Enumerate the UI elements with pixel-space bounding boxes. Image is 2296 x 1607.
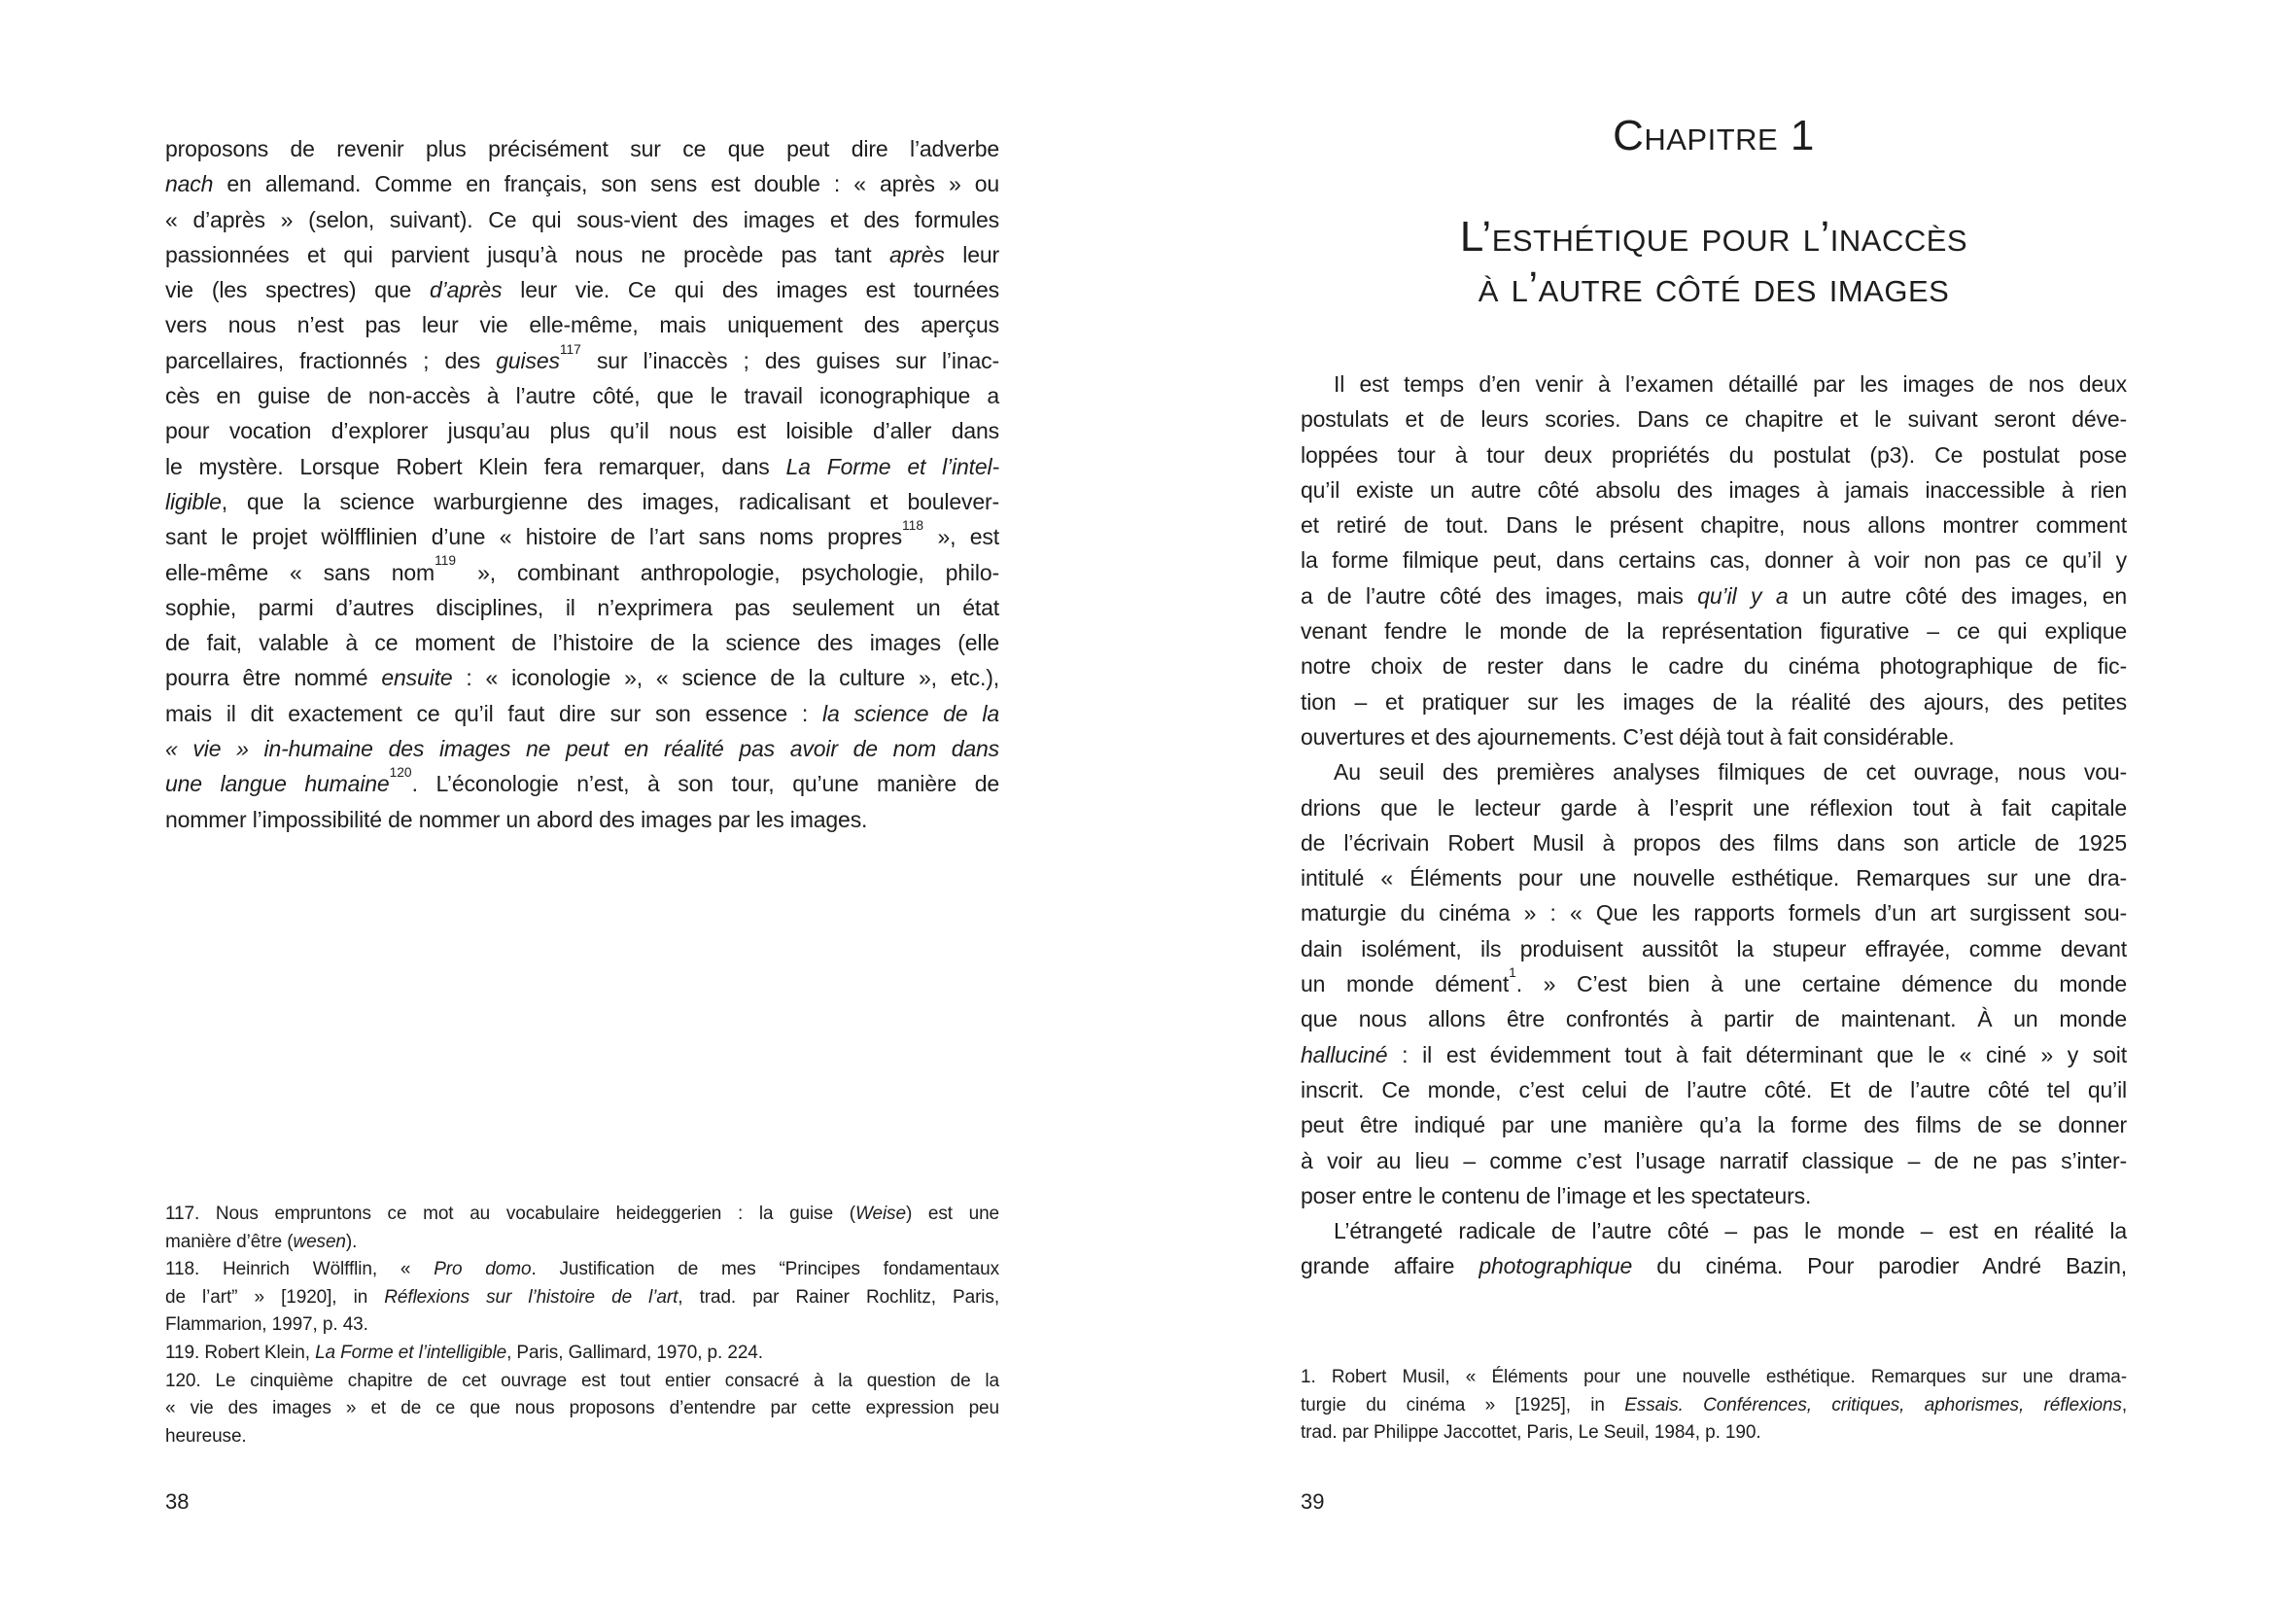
text-line: un monde dément$^1$. » C’est bien à une certaine démence du monde — [1301, 964, 2127, 997]
text-line: poser entre le contenu de l’image et les spectateurs. — [1301, 1182, 1812, 1208]
text-line: ouvertures et des ajournements. C’est déjà tout à fait considérable. — [1301, 723, 1955, 750]
text-line: mais il dit exactement ce qu’il faut dire sur son essence : la science de la — [165, 700, 999, 726]
text-line: Il est temps d’en venir à l’examen détaillé par les images de nos deux — [1334, 371, 2127, 397]
text-line: loppées tour à tour deux propriétés du postulat (p3). Ce postulat pose — [1301, 441, 2127, 468]
text-line: à voir au lieu – comme c’est l’usage narratif classique – de ne pas s’inter- — [1301, 1147, 2127, 1173]
text-line: trad. par Philippe Jaccottet, Paris, Le Seuil, 1984, p. 190. — [1301, 1422, 1761, 1444]
text-line: 120. Le cinquième chapitre de cet ouvrage est tout entier consacré à la question de la — [165, 1370, 999, 1391]
left-page-footnotes — [165, 1201, 999, 1450]
chapter-heading: Chapitre 1 — [1613, 112, 1815, 159]
chapter-title-line: à l’autre côté des images — [1478, 263, 1950, 311]
text-line: « d’après » (selon, suivant). Ce qui sous-vient des images et des formules — [165, 206, 999, 232]
text-line: pourra être nommé ensuite : « iconologie », « science de la culture », etc.), — [165, 665, 1000, 691]
text-line: 117. Nous empruntons ce mot au vocabulaire heideggerien : la guise (Weise) est une — [165, 1204, 1000, 1224]
text-line: cès en guise de non-accès à l’autre côté, que le travail iconographique a — [165, 383, 999, 409]
text-line: une langue humaine$^{120}$. L’éconologie n’est, à son tour, qu’une manière de — [165, 765, 999, 797]
text-line: venant fendre le monde de la représentation figurative – ce qui explique — [1301, 618, 2127, 645]
text-line: « vie des images » et de ce que nous proposons d’entendre par cette expression peu — [165, 1398, 999, 1419]
text-line: Flammarion, 1997, p. 43. — [165, 1314, 368, 1336]
text-line: passionnées et qui parvient jusqu’à nous ne procède pas tant après leur — [165, 241, 999, 267]
chapter-title-line: L’esthétique pour l’inaccès — [1459, 213, 1968, 261]
text-line: halluciné : il est évidemment tout à fait déterminant que le « ciné » y soit — [1301, 1041, 2127, 1067]
text-line: proposons de revenir plus précisément sur ce que peut dire l’adverbe — [165, 136, 999, 161]
text-line: a de l’autre côté des images, mais qu’il y a un autre côté des images, en — [1301, 582, 2127, 609]
text-line: 119. Robert Klein, La Forme et l’intelligible, Paris, Gallimard, 1970, p. 224. — [165, 1342, 763, 1363]
text-line: et retiré de tout. Dans le présent chapitre, nous allons montrer comment — [1301, 512, 2127, 539]
text-line: vers nous n’est pas leur vie elle-même, mais uniquement des aperçus — [165, 312, 999, 338]
text-line: parcellaires, fractionnés ; des guises$^{117}$ sur l’inaccès ; des guises sur l’inac- — [165, 341, 999, 373]
text-line: tion – et pratiquer sur les images de la réalité des ajours, des petites — [1301, 688, 2127, 715]
text-line: de l’écrivain Robert Musil à propos des films dans son article de 1925 — [1301, 829, 2127, 856]
text-line: elle-même « sans nom$^{119}$ », combinant anthropologie, psychologie, philo- — [165, 553, 1000, 585]
text-line: maturgie du cinéma » : « Que les rapports formels d’un art surgissent sou- — [1301, 900, 2127, 926]
text-line: nach en allemand. Comme en français, son sens est double : « après » ou — [165, 171, 999, 197]
text-line: 118. Heinrich Wölfflin, « Pro domo. Justification de mes “Principes fondamentaux — [165, 1259, 999, 1280]
right-page-number: 39 — [1301, 1489, 1325, 1514]
left-page-number: 38 — [165, 1489, 190, 1514]
text-line: de fait, valable à ce moment de l’histoire de la science des images (elle — [165, 630, 999, 656]
text-line: heureuse. — [165, 1425, 247, 1447]
text-line: postulats et de leurs scories. Dans ce chapitre et le suivant seront déve- — [1301, 406, 2127, 433]
right-page-footnotes — [1301, 1364, 2127, 1448]
right-page-body — [1301, 367, 2127, 1284]
text-line: la forme filmique peut, dans certains cas, donner à voir non pas ce qu’il y — [1301, 547, 2127, 574]
text-line: sophie, parmi d’autres disciplines, il n’exprimera pas seulement un état — [165, 594, 999, 620]
text-line: notre choix de rester dans le cadre du cinéma photographique de fic- — [1301, 653, 2127, 680]
page-right — [1148, 0, 2296, 1607]
text-line: L’étrangeté radicale de l’autre côté – pas le monde – est en réalité la — [1334, 1218, 2127, 1244]
chapter-title — [1301, 212, 2127, 313]
text-line: drions que le lecteur garde à l’esprit une réflexion tout à fait capitale — [1301, 794, 2127, 821]
text-line: sant le projet wölfflinien d’une « histoire de l’art sans noms propres$^{118}$ », est — [165, 518, 1000, 550]
text-line: peut être indiqué par une manière qu’a la forme des films de se donner — [1301, 1112, 2127, 1138]
text-line: de l’art” » [1920], in Réflexions sur l’histoire de l’art, trad. par Rainer Rochlitz, Paris, — [165, 1286, 1000, 1308]
text-line: nommer l’impossibilité de nommer un abord des images par les images. — [165, 806, 868, 832]
text-line: grande affaire photographique du cinéma. Pour parodier André Bazin, — [1301, 1253, 2127, 1279]
text-line: Au seuil des premières analyses filmiques de cet ouvrage, nous vou- — [1334, 759, 2127, 786]
text-line: qu’il existe un autre côté absolu des images à jamais inaccessible à rien — [1301, 476, 2127, 503]
text-line: le mystère. Lorsque Robert Klein fera remarquer, dans La Forme et l’intel- — [165, 453, 999, 479]
left-page-body — [165, 131, 999, 837]
text-line: vie (les spectres) que d’après leur vie. Ce qui des images est tournées — [165, 277, 999, 303]
text-line: « vie » in-humaine des images ne peut en réalité pas avoir de nom dans — [165, 736, 999, 762]
text-line: intitulé « Éléments pour une nouvelle esthétique. Remarques sur une dra- — [1301, 865, 2127, 891]
text-line: inscrit. Ce monde, c’est celui de l’autre côté. Et de l’autre côté tel qu’il — [1301, 1076, 2127, 1102]
text-line: turgie du cinéma » [1925], in Essais. Conférences, critiques, aphorismes, réflexions, — [1301, 1394, 2128, 1415]
text-line: manière d’être (wesen). — [165, 1231, 358, 1252]
text-line: ligible, que la science warburgienne des images, radicalisant et boulever- — [165, 488, 999, 514]
text-line: que nous allons être confrontés à partir de maintenant. À un monde — [1301, 1006, 2127, 1032]
text-line: dain isolément, ils produisent aussitôt la stupeur effrayée, comme devant — [1301, 935, 2127, 961]
text-line: 1. Robert Musil, « Éléments pour une nouvelle esthétique. Remarques sur une drama- — [1301, 1367, 2127, 1387]
text-line: pour vocation d’explorer jusqu’au plus qu’il nous est loisible d’aller dans — [165, 418, 999, 444]
